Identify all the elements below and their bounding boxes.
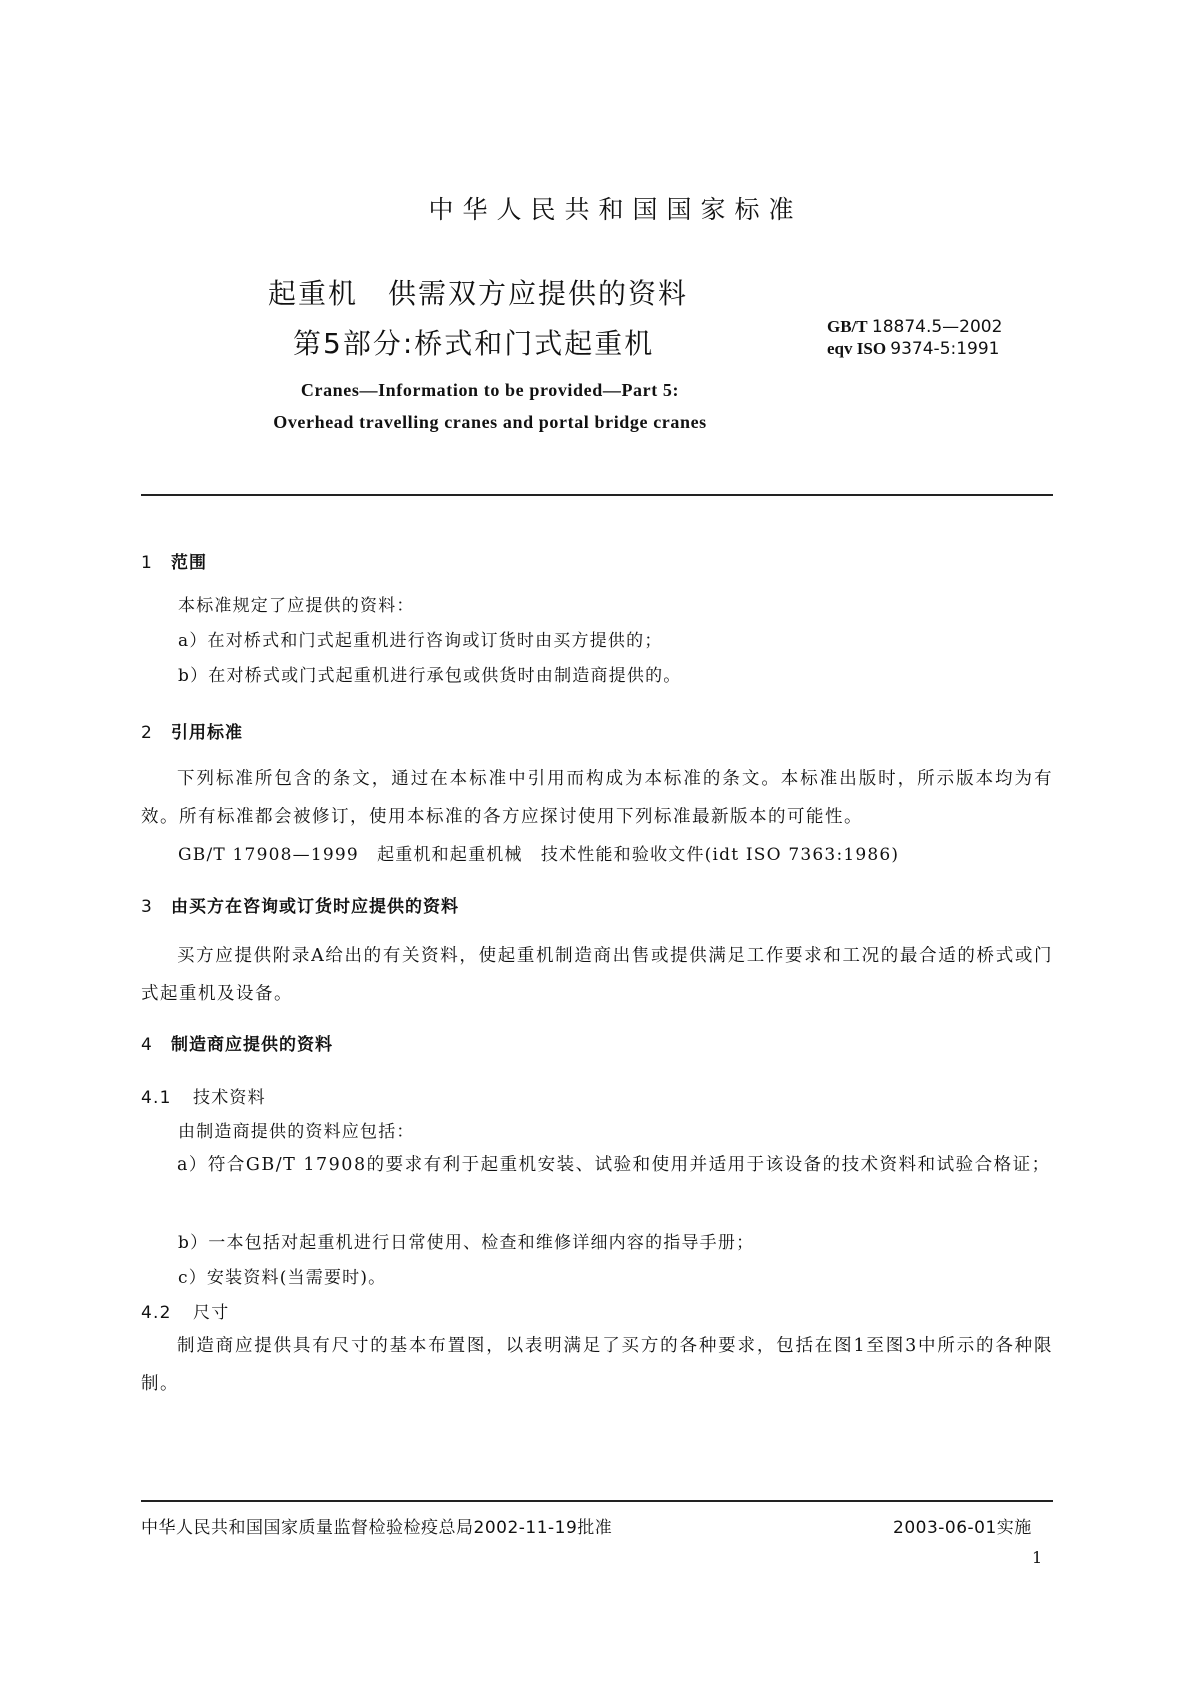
subsection-title: 技术资料	[193, 1088, 266, 1108]
header-divider	[141, 494, 1053, 496]
section-title: 制造商应提供的资料	[171, 1035, 333, 1055]
section-4-2-paragraph: 制造商应提供具有尺寸的基本布置图，以表明满足了买方的各种要求，包括在图1至图3中所示的各种限制。	[141, 1336, 1053, 1394]
title-cn-line2: 第5部分:桥式和门式起重机	[293, 327, 655, 360]
section-2-reference: GB/T 17908—1999 起重机和起重机械 技术性能和验收文件(idt ISO 7363:1986)	[178, 845, 900, 865]
section-number: 1	[141, 553, 153, 573]
section-4-1-item-b: b）一本包括对起重机进行日常使用、检查和维修详细内容的指导手册；	[178, 1233, 755, 1253]
section-3-heading	[141, 892, 459, 917]
title-en-line2: Overhead travelling cranes and portal bridge cranes	[273, 412, 707, 432]
std-code: GB/T	[827, 317, 868, 336]
title-en-line1: Cranes—Information to be provided—Part 5:	[300, 380, 680, 400]
section-3-paragraph: 买方应提供附录A给出的有关资料，使起重机制造商出售或提供满足工作要求和工况的最合适的桥式或门式起重机及设备。	[141, 946, 1053, 1004]
section-number: 3	[141, 897, 153, 917]
section-4-1-intro: 由制造商提供的资料应包括：	[178, 1122, 415, 1142]
footer-divider	[141, 1500, 1053, 1502]
section-title: 引用标准	[171, 723, 243, 743]
section-2-paragraph: 下列标准所包含的条文，通过在本标准中引用而构成为本标准的条文。本标准出版时，所示版本均为有效。所有标准都会被修订，使用本标准的各方应探讨使用下列标准最新版本的可能性。	[141, 769, 1053, 827]
eqv-number: 9374-5:1991	[890, 339, 1000, 359]
eqv-prefix: eqv ISO	[827, 339, 887, 358]
subsection-title: 尺寸	[193, 1303, 230, 1323]
subsection-number: 4.2	[141, 1303, 172, 1323]
effective-date: 2003-06-01实施	[893, 1518, 1032, 1538]
section-4-2-heading	[141, 1298, 229, 1323]
section-1-intro: 本标准规定了应提供的资料：	[178, 596, 415, 616]
page-number: 1	[1032, 1548, 1043, 1567]
section-number: 2	[141, 723, 153, 743]
section-1-item-b: b）在对桥式或门式起重机进行承包或供货时由制造商提供的。	[178, 666, 682, 686]
section-1-heading	[141, 548, 207, 573]
standard-number-block	[827, 316, 1002, 360]
approval-statement: 中华人民共和国国家质量监督检验检疫总局2002-11-19批准	[141, 1518, 613, 1538]
std-number: 18874.5—2002	[871, 317, 1003, 337]
national-standard-header: 中华人民共和国国家标准	[428, 195, 803, 224]
section-title: 由买方在咨询或订货时应提供的资料	[171, 897, 459, 917]
section-2-heading	[141, 718, 243, 743]
section-number: 4	[141, 1035, 153, 1055]
title-cn-line1: 起重机 供需双方应提供的资料	[268, 277, 689, 310]
section-1-item-a: a）在对桥式和门式起重机进行咨询或订货时由买方提供的；	[178, 631, 663, 651]
subsection-number: 4.1	[141, 1088, 172, 1108]
section-4-heading	[141, 1030, 333, 1055]
section-4-1-heading	[141, 1083, 266, 1108]
section-4-1-item-a: a）符合GB/T 17908的要求有利于起重机安装、试验和使用并适用于该设备的技术资料和试验合格证；	[177, 1155, 1051, 1175]
section-4-1-item-c: c）安装资料(当需要时)。	[178, 1268, 387, 1288]
section-title: 范围	[171, 553, 207, 573]
